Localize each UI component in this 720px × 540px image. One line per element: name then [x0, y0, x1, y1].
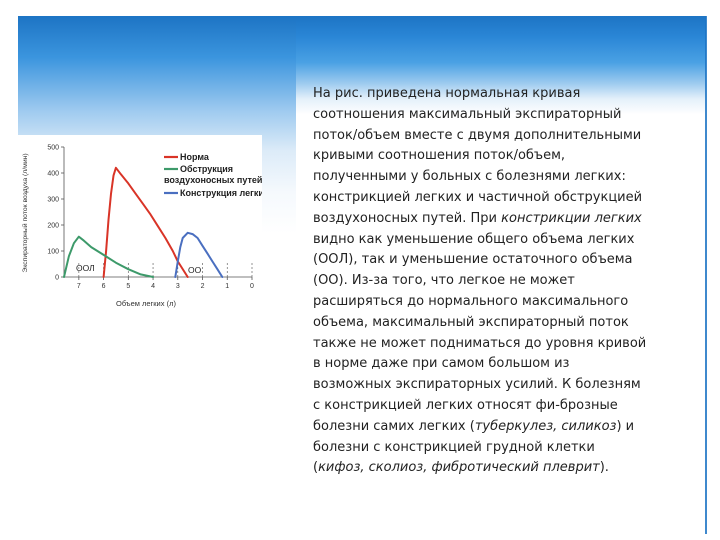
legend-label-norm: Норма: [180, 152, 209, 162]
text-line: соотношения максимальный экспираторный: [313, 106, 622, 122]
x-tick-label: 7: [76, 283, 81, 290]
x-axis-label: Объем легких (л): [116, 299, 176, 308]
text-line: полученными у больных с болезнями легких:: [313, 169, 626, 185]
text-line: (ООЛ), так и уменьшение остаточного объема: [313, 252, 633, 268]
description-text: [313, 84, 703, 479]
text-line: (ОО). Из-за того, что легкое не может: [313, 273, 575, 289]
x-tick-label: 0: [250, 283, 254, 290]
text-italic: констрикции легких: [501, 210, 642, 226]
text-line: кривыми соотношения поток/объем,: [313, 148, 566, 164]
x-tick-label: 5: [126, 283, 131, 290]
text-line: воздухоносных путей. При: [313, 210, 497, 226]
annotation-oo: ОО: [188, 265, 202, 275]
chart-svg: [18, 135, 262, 310]
text-line: болезни самих легких (: [313, 418, 475, 434]
legend-label-constriction: Конструкция легких: [180, 188, 262, 198]
x-tick-label: 2: [200, 283, 205, 290]
x-tick-label: 1: [225, 283, 230, 290]
text-italic: туберкулез, силикоз: [474, 418, 617, 434]
text-line: констрикцией легких и частичной обструкцией: [313, 189, 643, 205]
text-line: расширяться до нормального максимального: [313, 293, 629, 309]
y-tick-label: 500: [47, 144, 59, 152]
text-line: в норме даже при самом большом из: [313, 356, 570, 372]
text-line: возможных экспираторных усилий. К болезням: [313, 377, 641, 393]
text-line: болезни с констрикцией грудной клетки: [313, 439, 595, 455]
flow-volume-chart: [18, 135, 262, 310]
text-line: также не может подниматься до уровня кривой: [313, 335, 647, 351]
text-line: На рис. приведена нормальная кривая: [313, 86, 581, 101]
text-line: объема, максимальный экспираторный поток: [313, 314, 629, 330]
annotation-ool: ООЛ: [76, 263, 95, 273]
y-tick-label: 300: [47, 196, 59, 204]
text-line: поток/объем вместе с двумя дополнительными: [313, 127, 642, 143]
text-line: с констрикцией легких относят фи-брозные: [313, 397, 618, 413]
y-axis-label: Экспираторный поток воздуха (л/мин): [22, 153, 29, 273]
text-line: (: [313, 460, 319, 476]
legend-label-obstruction-line2: воздухоносных путей: [164, 175, 262, 185]
x-tick-label: 6: [101, 283, 106, 290]
y-tick-label: 100: [47, 248, 59, 256]
x-tick-label: 4: [151, 283, 156, 290]
y-tick-label: 400: [47, 170, 59, 178]
text-italic: кифоз, сколиоз, фибротический плеврит: [318, 460, 600, 476]
text-line: ) и: [616, 418, 635, 434]
text-line: видно как уменьшение общего объема легких: [313, 231, 635, 247]
y-tick-label: 200: [47, 222, 59, 230]
text-line: ).: [599, 460, 609, 476]
x-tick-label: 3: [175, 283, 180, 290]
right-edge-line: [705, 16, 707, 534]
y-tick-label: 0: [55, 274, 59, 282]
legend-label-obstruction: Обструкция: [180, 164, 234, 174]
